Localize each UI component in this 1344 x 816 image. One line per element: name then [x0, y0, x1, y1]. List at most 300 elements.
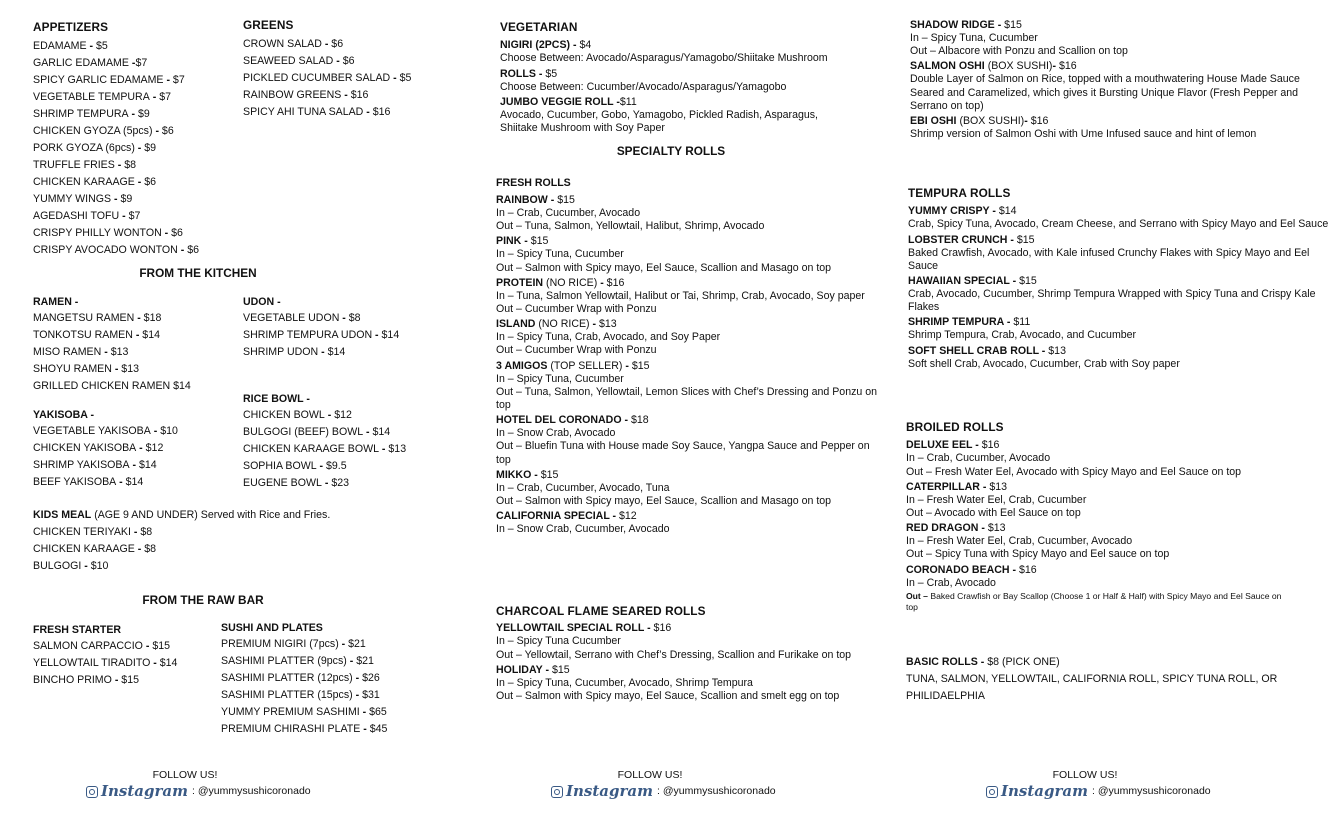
roll-description: In – Snow Crab, Avocado	[496, 427, 616, 440]
menu-item-price: $14	[327, 346, 346, 358]
roll-description: In – Spicy Tuna Cucumber	[496, 635, 621, 648]
greens-title: GREENS	[243, 18, 294, 32]
menu-item-name: SASHIMI PLATTER (12pcs)	[221, 672, 353, 684]
basic-rolls-line-1: TUNA, SALMON, YELLOWTAIL, CALIFORNIA ROLL, SPICY TUNA ROLL, OR	[906, 673, 1278, 685]
menu-item: CRISPY PHILLY WONTON - $6	[33, 227, 183, 240]
menu-item-price: $7	[128, 210, 141, 223]
fresh-rolls-title: FRESH ROLLS	[496, 177, 571, 189]
roll-item	[496, 413, 896, 467]
broiled-rolls-section	[906, 420, 1336, 613]
roll-title: CALIFORNIA SPECIAL - $12	[496, 510, 637, 523]
menu-item-name: SPICY GARLIC EDAMAME	[33, 74, 164, 87]
yakisoba-section	[33, 407, 178, 491]
menu-item-price: $5	[399, 72, 412, 85]
roll-description: Out – Yellowtail, Serrano with Chef’s Dressing, Scallion and Furikake on top	[496, 648, 852, 661]
menu-item-name: PREMIUM NIGIRI (7pcs)	[221, 638, 339, 650]
instagram-link-3[interactable]	[986, 782, 1211, 802]
roll-description: In – Fresh Water Eel, Crab, Cucumber, Avocado	[906, 535, 1133, 548]
menu-item: CHICKEN KARAAGE - $8	[33, 543, 157, 555]
roll-description: Choose Between: Cucumber/Avocado/Asparagus/Yamagobo	[500, 80, 787, 93]
menu-item-name: PICKLED CUCUMBER SALAD	[243, 72, 391, 85]
menu-item: SHRIMP TEMPURA - $9	[33, 108, 150, 121]
menu-item-name: CHICKEN TERIYAKI	[33, 526, 131, 538]
menu-item-price: $8	[140, 526, 153, 538]
menu-item: CHICKEN TERIYAKI - $8	[33, 526, 153, 538]
menu-item-name: PREMIUM CHIRASHI PLATE	[221, 723, 361, 735]
menu-item-name: MISO RAMEN	[33, 346, 102, 358]
menu-item-price: $7	[172, 74, 185, 87]
roll-title: SALMON OSHI (BOX SUSHI)- $16	[910, 60, 1077, 73]
menu-item: YUMMY WINGS - $9	[33, 193, 133, 206]
roll-item	[500, 67, 890, 94]
roll-item	[908, 233, 1338, 273]
menu-item-price: $8	[124, 159, 137, 172]
menu-item-price: $14	[142, 329, 160, 341]
roll-description: Out – Cucumber Wrap with Ponzu	[496, 344, 657, 357]
menu-item-name: CHICKEN KARAAGE BOWL	[243, 443, 379, 455]
menu-item: BINCHO PRIMO - $15	[33, 674, 139, 686]
col4-top-list	[910, 18, 1335, 141]
roll-description: Double Layer of Salmon on Rice, topped with a mouthwatering House Made Sauce	[910, 73, 1300, 86]
basic-rolls-line-2: PHILIDAELPHIA	[906, 690, 985, 702]
roll-item	[496, 621, 896, 661]
appetizers-list	[33, 38, 199, 259]
menu-item-name: CRISPY AVOCADO WONTON	[33, 244, 178, 257]
roll-description: Sauce	[908, 259, 939, 272]
menu-item-price: $18	[143, 312, 162, 324]
roll-description: Serrano on top)	[910, 99, 984, 112]
menu-item: SPICY AHI TUNA SALAD - $16	[243, 106, 391, 119]
col4-top-section	[910, 18, 1335, 142]
roll-description: In – Spicy Tuna, Cucumber	[496, 372, 624, 385]
roll-description: Crab, Spicy Tuna, Avocado, Cream Cheese, and Serrano with Spicy Mayo and Eel Sauce	[908, 218, 1329, 231]
menu-item-name: RAINBOW GREENS	[243, 89, 342, 102]
menu-item: SHRIMP YAKISOBA - $14	[33, 459, 157, 471]
roll-title: SHADOW RIDGE - $15	[910, 19, 1022, 31]
roll-title: YUMMY CRISPY - $14	[908, 205, 1017, 218]
roll-item	[910, 114, 1335, 141]
udon-title: UDON -	[243, 296, 281, 308]
roll-description: Out – Salmon with Spicy mayo, Eel Sauce, Scallion and Masago on top	[496, 495, 832, 508]
roll-title: ISLAND (NO RICE) - $13	[496, 318, 617, 331]
menu-item-price: $31	[362, 689, 380, 701]
broiled-rolls-list	[906, 438, 1336, 589]
roll-title: RED DRAGON - $13	[906, 522, 1006, 535]
coronado-beach-out-prefix: Out –	[906, 590, 928, 601]
menu-item-name: SPICY AHI TUNA SALAD	[243, 106, 364, 119]
menu-item-price: $14	[125, 476, 144, 488]
menu-item: BULGOGI (BEEF) BOWL - $14	[243, 426, 391, 438]
roll-title: DELUXE EEL - $16	[906, 439, 1000, 452]
menu-item: BEEF YAKISOBA - $14	[33, 476, 144, 488]
roll-item	[496, 663, 896, 703]
roll-title: SOFT SHELL CRAB ROLL - $13	[908, 344, 1066, 357]
menu-item-name: VEGETABLE TEMPURA	[33, 91, 150, 104]
roll-title: EBI OSHI (BOX SUSHI)- $16	[910, 115, 1049, 128]
menu-item-price: $14	[138, 459, 157, 471]
menu-item-price: $6	[144, 176, 157, 189]
menu-item-name: PORK GYOZA (6pcs)	[33, 142, 135, 155]
menu-item-name: TONKOTSU RAMEN	[33, 329, 133, 341]
menu-item-price: $7	[135, 57, 148, 70]
charcoal-rolls-list	[496, 621, 896, 703]
instagram-handle: : @yummysushicoronado	[192, 784, 311, 797]
menu-item-price: $45	[369, 723, 388, 735]
menu-item-price: $14	[173, 380, 191, 392]
roll-description: In – Spicy Tuna, Cucumber	[496, 248, 624, 261]
menu-item-name: YELLOWTAIL TIRADITO	[33, 657, 151, 669]
menu-item: TONKOTSU RAMEN - $14	[33, 329, 160, 341]
menu-item: MANGETSU RAMEN - $18	[33, 312, 162, 324]
menu-item-price: $6	[161, 125, 174, 138]
fresh-rolls-section	[496, 175, 896, 537]
roll-item	[908, 344, 1338, 371]
menu-item-name: CHICKEN YAKISOBA	[33, 442, 137, 454]
menu-item-price: $14	[372, 426, 391, 438]
roll-item	[500, 38, 890, 65]
menu-item-price: $26	[362, 672, 380, 684]
menu-item-price: $6	[187, 244, 200, 257]
menu-item-price: $12	[145, 442, 164, 454]
roll-description: Out – Fresh Water Eel, Avocado with Spicy Mayo and Eel Sauce on top	[906, 465, 1242, 478]
roll-description: In – Snow Crab, Cucumber, Avocado	[496, 523, 670, 536]
instagram-icon	[86, 786, 98, 798]
menu-item: TRUFFLE FRIES - $8	[33, 159, 137, 172]
menu-item: SASHIMI PLATTER (9pcs) - $21	[221, 655, 374, 667]
menu-item: SASHIMI PLATTER (12pcs) - $26	[221, 672, 380, 684]
roll-description: In – Fresh Water Eel, Crab, Cucumber	[906, 493, 1087, 506]
roll-description: In – Spicy Tuna, Crab, Avocado, and Soy Paper	[496, 331, 721, 344]
roll-item	[496, 509, 896, 536]
menu-item: CHICKEN KARAAGE BOWL - $13	[243, 443, 407, 455]
follow-us-label-1: FOLLOW US!	[152, 769, 218, 781]
menu-item-price: $14	[159, 657, 178, 669]
menu-item-price: $6	[171, 227, 183, 240]
menu-item: VEGETABLE TEMPURA - $7	[33, 91, 171, 104]
menu-item-name: CRISPY PHILLY WONTON	[33, 227, 162, 240]
roll-item	[908, 274, 1338, 314]
fresh-rolls-list	[496, 193, 896, 536]
menu-item: CHICKEN YAKISOBA - $12	[33, 442, 164, 454]
roll-item	[906, 438, 1336, 478]
roll-title: MIKKO - $15	[496, 468, 559, 481]
roll-title: YELLOWTAIL SPECIAL ROLL - $16	[496, 622, 672, 635]
menu-item: SPICY GARLIC EDAMAME - $7	[33, 74, 185, 87]
menu-item: YUMMY PREMIUM SASHIMI - $65	[221, 706, 387, 718]
roll-description: Avocado, Cucumber, Gobo, Yamagobo, Pickled Radish, Asparagus,	[500, 108, 819, 121]
roll-description: Out – Albacore with Ponzu and Scallion on top	[910, 45, 1128, 58]
menu-item-price: $16	[350, 89, 369, 102]
instagram-wordmark: Instagram	[101, 782, 188, 800]
roll-title: HOTEL DEL CORONADO - $18	[496, 414, 649, 427]
coronado-beach-out-line	[906, 591, 1336, 613]
menu-item-name: BEEF YAKISOBA	[33, 476, 117, 488]
menu-item: AGEDASHI TOFU - $7	[33, 210, 141, 223]
roll-description: In – Crab, Cucumber, Avocado, Tuna	[496, 481, 670, 494]
menu-item-name: YUMMY PREMIUM SASHIMI	[221, 706, 360, 718]
sushi-plates-list	[221, 636, 387, 738]
menu-item-name: EUGENE BOWL	[243, 477, 322, 489]
instagram-wordmark: Instagram	[1001, 782, 1088, 800]
tempura-rolls-title: TEMPURA ROLLS	[908, 186, 1011, 200]
instagram-icon	[551, 786, 563, 798]
appetizers-title: APPETIZERS	[33, 20, 109, 34]
from-the-raw-bar-title: FROM THE RAW BAR	[142, 593, 264, 607]
menu-item-price: $21	[348, 638, 366, 650]
menu-item-name: SEAWEED SALAD	[243, 55, 334, 68]
menu-item-name: SHRIMP TEMPURA	[33, 108, 129, 121]
roll-title: HOLIDAY - $15	[496, 663, 570, 676]
tempura-rolls-list	[908, 204, 1338, 370]
follow-us-label-2: FOLLOW US!	[617, 769, 683, 781]
menu-item: PREMIUM NIGIRI (7pcs) - $21	[221, 638, 366, 650]
menu-item-name: CHICKEN GYOZA (5pcs)	[33, 125, 153, 138]
menu-item: SHOYU RAMEN - $13	[33, 363, 139, 375]
menu-item-name: SHRIMP UDON	[243, 346, 319, 358]
menu-item-name: AGEDASHI TOFU	[33, 210, 120, 223]
menu-item: CRISPY AVOCADO WONTON - $6	[33, 244, 200, 257]
roll-description: top	[496, 453, 511, 466]
menu-item-name: VEGETABLE YAKISOBA	[33, 425, 151, 437]
greens-list	[243, 36, 411, 121]
roll-title: CATERPILLAR - $13	[906, 480, 1008, 493]
sushi-plates-section	[221, 620, 387, 738]
appetizers-section	[33, 20, 199, 259]
menu-item-name: SHRIMP TEMPURA UDON	[243, 329, 373, 341]
menu-item-name: CHICKEN KARAAGE	[33, 176, 135, 189]
menu-item-name: MANGETSU RAMEN	[33, 312, 135, 324]
roll-description: Out – Salmon with Spicy mayo, Eel Sauce, Scallion and smelt egg on top	[496, 689, 840, 702]
menu-item-name: CHICKEN KARAAGE	[33, 543, 135, 555]
menu-item-price: $7	[159, 91, 171, 104]
roll-description: In – Spicy Tuna, Cucumber, Avocado, Shrimp Tempura	[496, 676, 753, 689]
menu-item-name: SOPHIA BOWL	[243, 460, 317, 472]
menu-item-name: BINCHO PRIMO	[33, 674, 112, 686]
menu-item-price: $13	[110, 346, 129, 358]
menu-item: PICKLED CUCUMBER SALAD - $5	[243, 72, 412, 85]
tempura-rolls-section	[908, 186, 1338, 372]
broiled-rolls-title: BROILED ROLLS	[906, 420, 1004, 434]
roll-item	[496, 468, 896, 508]
roll-title: HAWAIIAN SPECIAL - $15	[908, 274, 1037, 287]
menu-item-price: $14	[381, 329, 400, 341]
menu-item-name: CHICKEN BOWL	[243, 409, 325, 421]
menu-item-name: GRILLED CHICKEN RAMEN	[33, 380, 171, 392]
basic-rolls-title: BASIC ROLLS -	[906, 656, 988, 668]
menu-item: SASHIMI PLATTER (15pcs) - $31	[221, 689, 380, 701]
menu-item: BULGOGI - $10	[33, 560, 109, 572]
menu-item-name: GARLIC EDAMAME	[33, 57, 129, 70]
menu-item: SHRIMP TEMPURA UDON - $14	[243, 329, 400, 341]
fresh-starter-title: FRESH STARTER	[33, 624, 122, 636]
roll-description: In – Tuna, Salmon Yellowtail, Halibut or Tai, Shrimp, Crab, Avocado, Soy paper	[496, 289, 865, 302]
menu-item-price: $23	[331, 477, 349, 489]
fresh-starter-section	[33, 622, 177, 689]
from-the-kitchen-title: FROM THE KITCHEN	[139, 266, 257, 280]
menu-item: SALMON CARPACCIO - $15	[33, 640, 170, 652]
menu-item: YELLOWTAIL TIRADITO - $14	[33, 657, 178, 669]
roll-description: Seared and Caramelized, which gives it Bursting Unique Flavor (Fresh Pepper and	[910, 86, 1299, 99]
charcoal-rolls-title: CHARCOAL FLAME SEARED ROLLS	[496, 604, 706, 618]
roll-item	[496, 276, 896, 316]
roll-title: ROLLS - $5	[500, 67, 558, 80]
basic-rolls-heading	[906, 654, 1336, 671]
charcoal-rolls-section	[496, 604, 896, 704]
roll-item	[908, 315, 1338, 342]
roll-item	[910, 18, 1335, 58]
greens-section	[243, 18, 411, 121]
menu-item: SEAWEED SALAD - $6	[243, 55, 355, 68]
coronado-beach-out-text-2: top	[906, 601, 918, 612]
roll-description: Out – Cucumber Wrap with Ponzu	[496, 303, 657, 316]
basic-rolls-section	[906, 654, 1336, 705]
menu-item-name: BULGOGI	[33, 560, 82, 572]
sushi-plates-title: SUSHI AND PLATES	[221, 622, 323, 634]
roll-item	[496, 359, 896, 413]
fresh-starter-list	[33, 638, 177, 689]
roll-item	[496, 234, 896, 274]
roll-title: RAINBOW - $15	[496, 194, 575, 206]
roll-description: Out – Tuna, Salmon, Yellowtail, Halibut, Shrimp, Avocado	[496, 220, 765, 233]
menu-item-name: SASHIMI PLATTER (9pcs)	[221, 655, 347, 667]
yakisoba-list	[33, 423, 178, 491]
menu-item-price: $6	[331, 38, 344, 51]
instagram-wordmark: Instagram	[566, 782, 653, 800]
menu-item: MISO RAMEN - $13	[33, 346, 129, 358]
roll-description: Shrimp version of Salmon Oshi with Ume Infused sauce and hint of lemon	[910, 128, 1257, 141]
roll-item	[908, 204, 1338, 231]
instagram-link-2[interactable]	[551, 782, 776, 802]
roll-description: top	[496, 399, 511, 412]
kids-meal-note: (AGE 9 AND UNDER) Served with Rice and Fries.	[91, 509, 331, 521]
roll-description: Out – Tuna, Salmon, Yellowtail, Lemon Slices with Chef’s Dressing and Ponzu on	[496, 385, 877, 398]
menu-item-name: YUMMY WINGS	[33, 193, 112, 206]
menu-item-name: BULGOGI (BEEF) BOWL	[243, 426, 364, 438]
roll-description: Out – Bluefin Tuna with House made Soy Sauce, Yangpa Sauce and Pepper on	[496, 440, 870, 453]
roll-description: In – Crab, Avocado	[906, 576, 996, 589]
roll-item	[906, 480, 1336, 520]
menu-item: EDAMAME - $5	[33, 40, 108, 53]
roll-description: Out – Avocado with Eel Sauce on top	[906, 506, 1081, 519]
menu-item: SOPHIA BOWL - $9.5	[243, 460, 347, 472]
roll-description: Shrimp Tempura, Crab, Avocado, and Cucumber	[908, 329, 1137, 342]
menu-item: VEGETABLE YAKISOBA - $10	[33, 425, 178, 437]
roll-title: LOBSTER CRUNCH - $15	[908, 233, 1035, 246]
instagram-icon	[986, 786, 998, 798]
menu-item: CHICKEN KARAAGE - $6	[33, 176, 157, 189]
menu-item-name: EDAMAME	[33, 40, 87, 53]
menu-item-name: SASHIMI PLATTER (15pcs)	[221, 689, 353, 701]
ricebowl-list	[243, 407, 406, 492]
roll-description: Out – Salmon with Spicy mayo, Eel Sauce, Scallion and Masago on top	[496, 261, 832, 274]
roll-description: Out – Spicy Tuna with Spicy Mayo and Eel sauce on top	[906, 548, 1170, 561]
roll-description: In – Spicy Tuna, Cucumber	[910, 32, 1038, 44]
roll-item	[496, 193, 896, 233]
roll-description: In – Crab, Cucumber, Avocado	[496, 207, 641, 219]
roll-title: PROTEIN (NO RICE) - $16	[496, 276, 625, 289]
roll-title: PINK - $15	[496, 235, 549, 248]
instagram-link-1[interactable]	[86, 782, 311, 802]
menu-item-price: $65	[369, 706, 387, 718]
menu-item-price: $8	[348, 312, 361, 324]
kids-meal-list	[33, 524, 330, 575]
menu-item-price: $13	[388, 443, 407, 455]
roll-item	[496, 317, 896, 357]
menu-item: EUGENE BOWL - $23	[243, 477, 349, 489]
menu-item: SHRIMP UDON - $14	[243, 346, 346, 358]
roll-description: Choose Between: Avocado/Asparagus/Yamagobo/Shiitake Mushroom	[500, 52, 828, 65]
menu-item-price: $8	[144, 543, 157, 555]
roll-description: Crab, Avocado, Cucumber, Shrimp Tempura Wrapped with Spicy Tuna and Crispy Kale	[908, 287, 1316, 300]
instagram-handle: : @yummysushicoronado	[1092, 784, 1211, 797]
roll-item	[906, 563, 1336, 590]
roll-title: 3 AMIGOS (TOP SELLER) - $15	[496, 359, 650, 372]
menu-item: CHICKEN BOWL - $12	[243, 409, 352, 421]
menu-item-price: $10	[90, 560, 109, 572]
menu-item-name: SHRIMP YAKISOBA	[33, 459, 130, 471]
menu-item: PREMIUM CHIRASHI PLATE - $45	[221, 723, 388, 735]
roll-description: Flakes	[908, 301, 940, 314]
roll-title: JUMBO VEGGIE ROLL -$11	[500, 95, 637, 108]
roll-description: In – Crab, Cucumber, Avocado	[906, 452, 1051, 465]
kids-meal-title: KIDS MEAL	[33, 509, 92, 521]
roll-title: CORONADO BEACH - $16	[906, 563, 1037, 576]
roll-title: SHRIMP TEMPURA - $11	[908, 316, 1031, 329]
menu-item: PORK GYOZA (6pcs) - $9	[33, 142, 157, 155]
ramen-section	[33, 294, 191, 395]
roll-item	[906, 521, 1336, 561]
menu-item-price: $5	[96, 40, 108, 53]
menu-item: CHICKEN GYOZA (5pcs) - $6	[33, 125, 174, 138]
menu-item-name: VEGETABLE UDON	[243, 312, 340, 324]
menu-item-price: $21	[356, 655, 374, 667]
yakisoba-title: YAKISOBA -	[33, 409, 95, 421]
coronado-beach-out-text: Baked Crawfish or Bay Scallop (Choose 1 or Half & Half) with Spicy Mayo and Eel Sauce on	[927, 590, 1282, 601]
basic-rolls-price: $8 (PICK ONE)	[987, 656, 1060, 668]
kids-meal-heading	[33, 507, 330, 524]
vegetarian-section	[500, 20, 890, 136]
follow-us-label-3: FOLLOW US!	[1052, 769, 1118, 781]
specialty-rolls-title: SPECIALTY ROLLS	[616, 144, 726, 158]
roll-item	[910, 59, 1335, 113]
menu-item-price: $9	[144, 142, 157, 155]
menu-item: RAINBOW GREENS - $16	[243, 89, 369, 102]
menu-item-price: $15	[121, 674, 139, 686]
kids-meal-section	[33, 507, 330, 575]
menu-item-name: TRUFFLE FRIES	[33, 159, 115, 172]
roll-description: Baked Crawfish, Avocado, with Kale infused Crunchy Flakes with Spicy Mayo and Eel	[908, 246, 1310, 259]
ricebowl-title: RICE BOWL -	[243, 393, 310, 405]
menu-item: CROWN SALAD - $6	[243, 38, 344, 51]
vegetarian-title: VEGETARIAN	[500, 20, 578, 34]
roll-item	[500, 95, 890, 135]
menu-item-price: $9	[120, 193, 133, 206]
menu-item-price: $10	[160, 425, 178, 437]
menu-item-price: $9.5	[326, 460, 347, 472]
menu-item-name: SHOYU RAMEN	[33, 363, 112, 375]
menu-item: VEGETABLE UDON - $8	[243, 312, 361, 324]
ramen-list	[33, 310, 191, 395]
ricebowl-section	[243, 391, 406, 492]
roll-description: Soft shell Crab, Avocado, Cucumber, Crab with Soy paper	[908, 357, 1180, 370]
menu-item-price: $16	[372, 106, 391, 119]
instagram-handle: : @yummysushicoronado	[657, 784, 776, 797]
menu-item-price: $6	[342, 55, 355, 68]
roll-description: Shiitake Mushroom with Soy Paper	[500, 121, 665, 134]
menu-item-price: $13	[121, 363, 139, 375]
menu-item: GARLIC EDAMAME -$7	[33, 57, 148, 70]
menu-item-name: CROWN SALAD	[243, 38, 322, 51]
